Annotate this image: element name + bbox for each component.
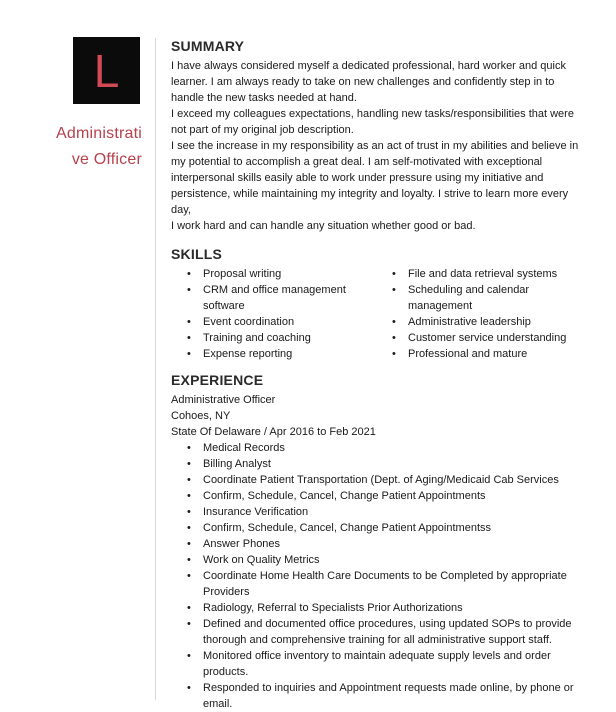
text-line: • Confirm, Schedule, Cancel, Change Patient Appointments [203, 490, 486, 502]
skills-grid [171, 266, 591, 362]
skills-list-right [376, 266, 576, 362]
duty-item [171, 456, 591, 472]
job-title-line-2: ve Officer [71, 151, 142, 168]
experience-heading: EXPERIENCE [171, 372, 264, 388]
duty-item [171, 568, 591, 600]
text-line: • Administrative leadership [408, 316, 531, 328]
text-line: • CRM and office management [203, 284, 346, 296]
summary-line: I work hard and can handle any situation whether good or bad. [171, 220, 476, 232]
text-line: software [203, 300, 245, 312]
text-line: management [408, 300, 473, 312]
text-line: • Defined and documented office procedures, using updated SOPs to provide [203, 618, 572, 630]
duty-item [171, 488, 591, 504]
experience-section [171, 372, 591, 712]
text-line: • File and data retrieval systems [408, 268, 558, 280]
text-line: • Training and coaching [203, 332, 311, 344]
skill-item [171, 330, 376, 346]
text-line: • Medical Records [203, 442, 285, 454]
text-line: email. [203, 698, 233, 710]
summary-line: not part of my original job description. [171, 124, 354, 136]
skill-item [376, 282, 576, 314]
summary-section [171, 38, 591, 234]
duty-item [171, 552, 591, 568]
text-line: • Confirm, Schedule, Cancel, Change Patient Appointmentss [203, 522, 491, 534]
skill-item [376, 266, 576, 282]
summary-heading: SUMMARY [171, 38, 245, 54]
summary-line: interpersonal skills easily able to work under pressure using my initiative and [171, 172, 544, 184]
duty-item [171, 600, 591, 616]
text-line: • Answer Phones [203, 538, 281, 550]
text-line: • Work on Quality Metrics [203, 554, 320, 566]
duty-item [171, 536, 591, 552]
text-line: • Scheduling and calendar [408, 284, 530, 296]
skill-item [376, 314, 576, 330]
text-line: • Customer service understanding [408, 332, 567, 344]
monogram-logo [73, 37, 140, 104]
text-line: • Insurance Verification [203, 506, 309, 518]
duty-item [171, 680, 591, 712]
duty-item [171, 520, 591, 536]
summary-line: handle the new tasks needed at hand. [171, 92, 357, 104]
text-line: products. [203, 666, 249, 678]
experience-employer-dates: State Of Delaware / Apr 2016 to Feb 2021 [171, 426, 376, 438]
vertical-divider [155, 38, 156, 700]
text-line: • Professional and mature [408, 348, 528, 360]
skill-item [171, 314, 376, 330]
text-line: • Event coordination [203, 316, 295, 328]
skills-section [171, 246, 591, 362]
job-title [30, 121, 142, 173]
text-line: • Radiology, Referral to Specialists Prior Authorizations [203, 602, 463, 614]
text-line: • Proposal writing [203, 268, 282, 280]
summary-line: learner. I am always ready to take on new challenges and confidently step in to [171, 76, 555, 88]
text-line: Providers [203, 586, 250, 598]
text-line: thorough and comprehensive training for all administrative support staff. [203, 634, 552, 646]
duty-item [171, 504, 591, 520]
skill-item [171, 282, 376, 314]
skill-item [171, 346, 376, 362]
summary-line: persistence, while maintaining my integrity and loyalty. I strive to learn more every day, [171, 188, 569, 216]
text-line: • Responded to inquiries and Appointment requests made online, by phone or [203, 682, 574, 694]
text-line: • Coordinate Home Health Care Documents to be Completed by appropriate [203, 570, 567, 582]
text-line: • Coordinate Patient Transportation (Dept. of Aging/Medicaid Cab Services [203, 474, 559, 486]
duty-item [171, 616, 591, 648]
skills-list-left [171, 266, 376, 362]
summary-line: I have always considered myself a dedicated professional, hard worker and quick [171, 60, 566, 72]
logo-letter: L [93, 44, 120, 97]
text-line: • Monitored office inventory to maintain adequate supply levels and order [203, 650, 551, 662]
resume-body [171, 38, 591, 712]
duty-item [171, 648, 591, 680]
skill-item [171, 266, 376, 282]
text-line: • Expense reporting [203, 348, 293, 360]
skill-item [376, 330, 576, 346]
summary-line: I exceed my colleagues expectations, handling new tasks/responsibilities that were [171, 108, 574, 120]
duty-item [171, 472, 591, 488]
summary-line: my potential to accomplish a great deal. I am self-motivated with exceptional [171, 156, 543, 168]
experience-duties-list [171, 440, 591, 712]
summary-text [171, 58, 591, 234]
summary-line: I see the increase in my responsibility as an act of trust in my abilities and believe in [171, 140, 579, 152]
skill-item [376, 346, 576, 362]
duty-item [171, 440, 591, 456]
text-line: • Billing Analyst [203, 458, 271, 470]
job-title-line-1: Administrati [56, 125, 142, 142]
experience-position: Administrative Officer [171, 394, 276, 406]
experience-location: Cohoes, NY [171, 410, 231, 422]
skills-heading: SKILLS [171, 246, 222, 262]
